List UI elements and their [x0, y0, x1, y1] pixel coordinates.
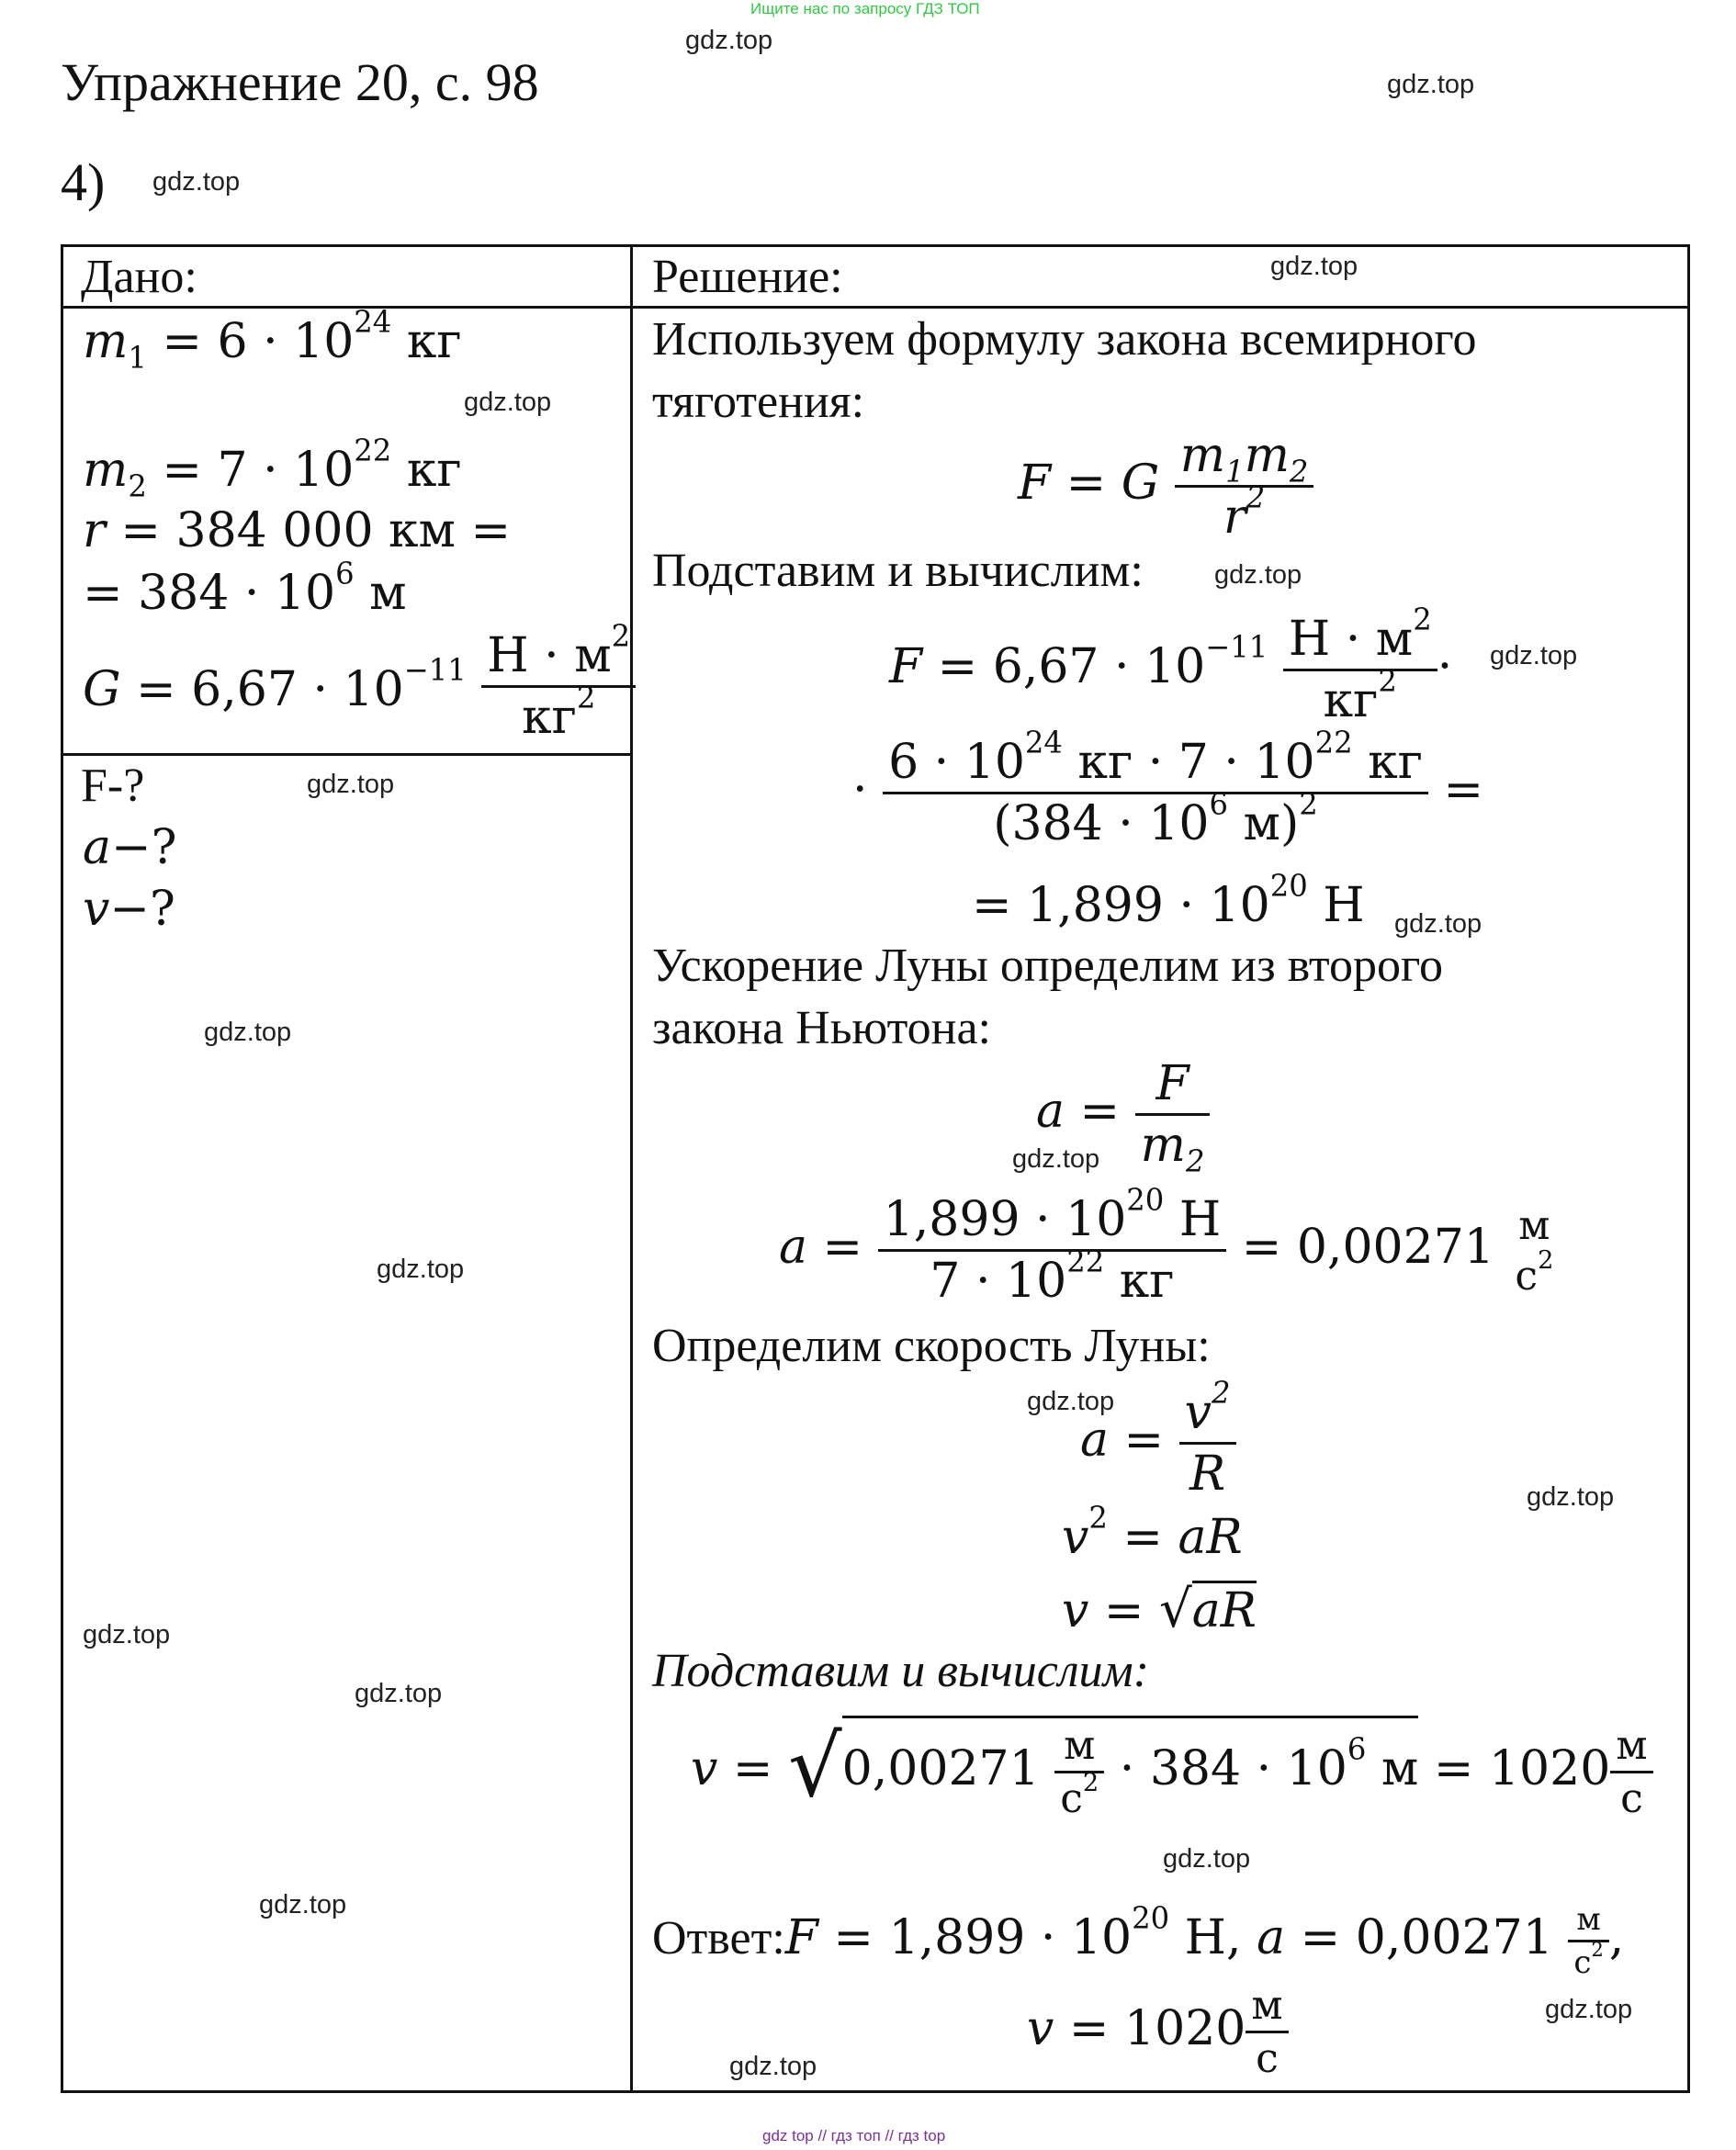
watermark: gdz.top — [83, 1620, 171, 1649]
watermark: gdz.top — [464, 388, 552, 417]
given-header: Дано: — [81, 251, 197, 303]
watermark: gdz.top — [729, 2052, 817, 2081]
page-title: Упражнение 20, с. 98 — [61, 52, 539, 112]
calc-step-1: $F = 6,67 \cdot 10^{-11}$ $\frac{Н \cdot м^2}{кг^2}$ · — [889, 602, 1453, 728]
given-m1: $m_1 = 6 \cdot 10^{24}$ кг — [83, 304, 462, 376]
solution-text-1: Используем формулу закона всемирного — [652, 313, 1477, 366]
table-top-border — [61, 244, 1690, 247]
watermark: gdz.top — [1270, 252, 1358, 281]
watermark: gdz.top — [1027, 1387, 1115, 1416]
given-r: r = 384 000 км = — [83, 503, 512, 558]
solution-text-5: закона Ньютона: — [652, 1002, 991, 1054]
table-middle-divider — [630, 244, 633, 2093]
solution-text-3: Подставим и вычислим: — [652, 545, 1144, 597]
given-G: $G = 6,67 \cdot 10^{-11}$ $\frac{Н \cdot м^2}{кг^2}$ — [83, 628, 636, 745]
watermark: gdz.top — [1490, 641, 1578, 670]
velocity-calc: v = √0,00271 $\frac{м}{с^2}$ · $384 \cdot 10^6$ м = 1020 $\frac{м}{с}$ — [691, 1716, 1653, 1822]
table-header-divider — [61, 306, 1690, 309]
calc-step-3: = $1,899 \cdot 10^{20}$ Н — [972, 868, 1365, 933]
watermark: gdz.top — [685, 26, 773, 55]
velocity-formula-2: $v^2$ = aR — [1062, 1500, 1243, 1565]
table-bottom-border — [61, 2090, 1690, 2093]
solution-text-4: Ускорение Луны определим из второго — [652, 940, 1443, 992]
watermark: gdz.top — [1394, 909, 1482, 939]
table-right-border — [1687, 244, 1690, 2093]
given-m2: $m_2 = 7 \cdot 10^{22}$ кг — [83, 433, 462, 504]
watermark: gdz.top — [355, 1679, 443, 1708]
watermark: gdz.top — [259, 1890, 347, 1919]
watermark: gdz.top — [1214, 560, 1302, 590]
find-v: v−? — [83, 882, 175, 937]
sqrt-sign: √ — [1159, 1580, 1192, 1639]
watermark: gdz.top — [307, 770, 395, 799]
velocity-formula-1: a = $\frac{v^2}{R}$ — [1080, 1385, 1236, 1502]
watermark: gdz.top — [1527, 1482, 1615, 1512]
watermark: gdz.top — [1163, 1844, 1251, 1874]
calc-step-2: · $\frac{6 \cdot 10^{24} кг \cdot 7 \cdot 10^{22} кг}{(384 \cdot 10^6 м)^2}$ = — [852, 725, 1484, 851]
solution-header: Решение: — [652, 251, 843, 303]
watermark: gdz.top — [1545, 1995, 1633, 2024]
answer-line-1: Ответ:F = $1,899 \cdot 10^{20}$ Н, a = 0,00271 $\frac{м}{с^2}$ , — [652, 1900, 1625, 1981]
answer-line-2: v = 1020 $\frac{м}{с}$ — [1027, 1982, 1289, 2082]
gravity-law: F = G $\frac{m_1m_2}{r^2}$ — [1018, 428, 1313, 545]
given-r-si: = $384 \cdot 10^6$ м — [83, 556, 407, 621]
answer-label: Ответ: — [652, 1912, 785, 1964]
footer-links[interactable]: gdz top // гдз топ // гдз top — [762, 2127, 946, 2144]
solution-text-6: Определим скорость Луны: — [652, 1320, 1211, 1372]
acceleration-formula: a = $\frac{F}{m_2}$ — [1036, 1056, 1210, 1173]
watermark: gdz.top — [204, 1018, 292, 1047]
table-left-border — [61, 244, 63, 2093]
solution-text-7: Подставим и вычислим: — [652, 1645, 1150, 1697]
top-banner[interactable]: Ищите нас по запросу ГДЗ ТОП — [750, 0, 980, 17]
item-label: 4) — [61, 152, 106, 212]
sqrt-sign-big: √ — [788, 1717, 842, 1816]
acceleration-calc: a = $\frac{1,899 \cdot 10^{20} Н}{7 \cdot 10^{22} кг}$ = 0,00271 м $с^2$ — [779, 1182, 1554, 1309]
find-F: F-? — [81, 760, 145, 812]
velocity-formula-3: v = √aR — [1062, 1580, 1257, 1639]
watermark: gdz.top — [377, 1255, 465, 1284]
given-find-divider — [61, 753, 632, 756]
watermark: gdz.top — [1012, 1144, 1100, 1174]
watermark: gdz.top — [1387, 70, 1475, 99]
find-a: a−? — [83, 820, 177, 875]
solution-text-2: тяготения: — [652, 376, 865, 428]
watermark: gdz.top — [152, 167, 241, 197]
